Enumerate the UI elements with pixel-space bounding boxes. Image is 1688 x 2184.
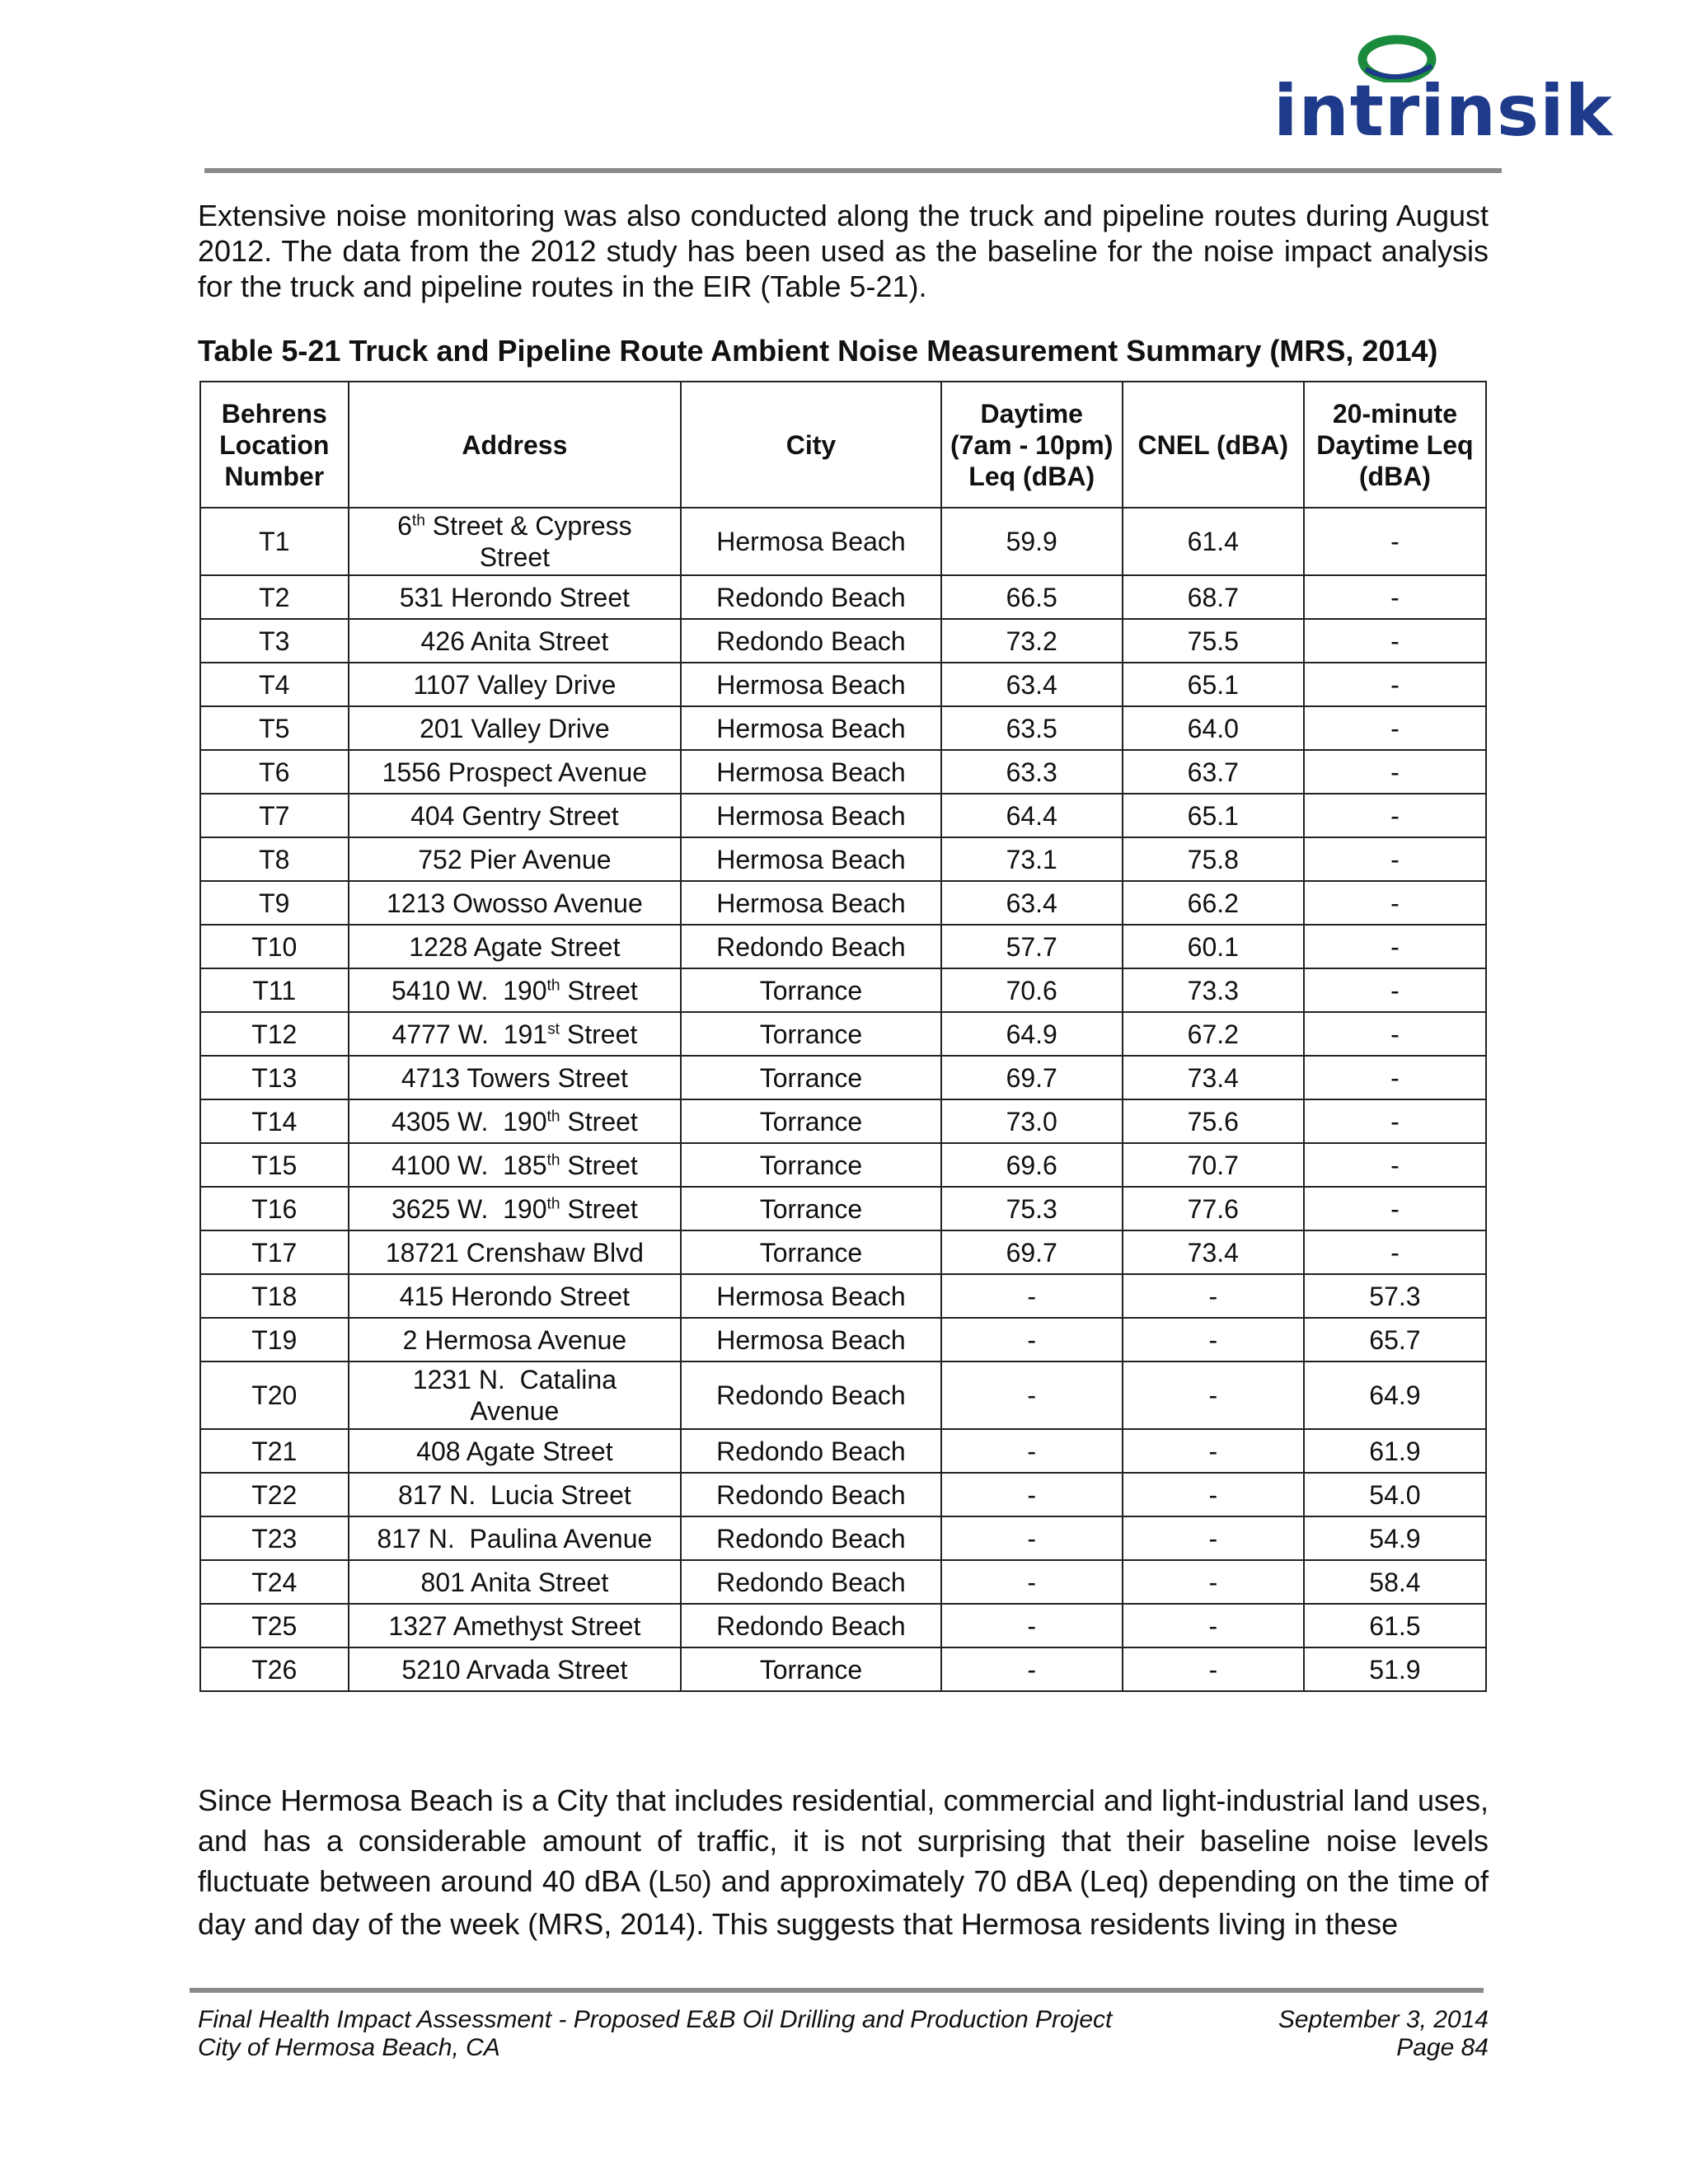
ordinal-suffix: st — [547, 1019, 560, 1038]
cell-location-number: T3 — [200, 619, 349, 663]
cell-20min-leq: - — [1304, 1230, 1486, 1274]
cell-location-number: T5 — [200, 706, 349, 750]
cell-daytime-leq: 75.3 — [941, 1187, 1123, 1230]
address-text: 4777 W. 191 — [392, 1019, 548, 1049]
cell-address: 2 Hermosa Avenue — [349, 1318, 682, 1361]
col-header-daytime-leq: Daytime (7am - 10pm) Leq (dBA) — [941, 382, 1123, 508]
cell-cnel: 75.8 — [1123, 837, 1304, 881]
table-row — [200, 1647, 1486, 1691]
discussion-text-start: Since Hermosa Beach is a City that includes residential, commercial and light-industrial land uses, and has a considerable amount of traffic, it is not surprising that their baseline noise levels fluctuate between around 40 dBA (L — [198, 1783, 1489, 1898]
cell-address — [349, 1143, 682, 1187]
cell-20min-leq: - — [1304, 1143, 1486, 1187]
cell-location-number: T24 — [200, 1560, 349, 1604]
cell-cnel: 73.4 — [1123, 1056, 1304, 1099]
cell-city: Redondo Beach — [681, 575, 940, 619]
cell-address: 1556 Prospect Avenue — [349, 750, 682, 794]
cell-location-number: T20 — [200, 1361, 349, 1429]
cell-cnel: - — [1123, 1560, 1304, 1604]
discussion-text-end: ) and approximately 70 dBA (Leq) depending on the time of day and day of the week (MRS, 2014). This suggests that Hermosa residents living in these — [198, 1864, 1489, 1941]
table-row — [200, 1560, 1486, 1604]
cell-location-number: T9 — [200, 881, 349, 925]
cell-cnel: 75.5 — [1123, 619, 1304, 663]
cell-location-number: T17 — [200, 1230, 349, 1274]
cell-cnel: 65.1 — [1123, 794, 1304, 837]
table-row — [200, 794, 1486, 837]
cell-address: 801 Anita Street — [349, 1560, 682, 1604]
cell-location-number: T14 — [200, 1099, 349, 1143]
table-row — [200, 508, 1486, 575]
cell-daytime-leq: 63.4 — [941, 663, 1123, 706]
cell-address — [349, 968, 682, 1012]
address-text: 4100 W. 185 — [391, 1150, 547, 1180]
address-text: 5410 W. 190 — [391, 975, 547, 1005]
table-row — [200, 1056, 1486, 1099]
cell-city: Redondo Beach — [681, 1473, 940, 1516]
cell-20min-leq: - — [1304, 1187, 1486, 1230]
cell-20min-leq: - — [1304, 1012, 1486, 1056]
cell-location-number: T7 — [200, 794, 349, 837]
cell-20min-leq: - — [1304, 750, 1486, 794]
cell-city: Torrance — [681, 1012, 940, 1056]
footer-divider — [190, 1988, 1484, 1993]
cell-cnel: 75.6 — [1123, 1099, 1304, 1143]
col-header-city: City — [681, 382, 940, 508]
cell-daytime-leq: 73.1 — [941, 837, 1123, 881]
cell-city: Redondo Beach — [681, 619, 940, 663]
cell-location-number: T13 — [200, 1056, 349, 1099]
cell-daytime-leq: 69.6 — [941, 1143, 1123, 1187]
cell-daytime-leq: - — [941, 1604, 1123, 1647]
cell-address: 752 Pier Avenue — [349, 837, 682, 881]
cell-daytime-leq: 70.6 — [941, 968, 1123, 1012]
cell-daytime-leq: - — [941, 1473, 1123, 1516]
cell-cnel: 73.3 — [1123, 968, 1304, 1012]
table-row — [200, 619, 1486, 663]
table-row — [200, 1318, 1486, 1361]
cell-city: Hermosa Beach — [681, 750, 940, 794]
cell-address — [349, 1012, 682, 1056]
cell-city: Redondo Beach — [681, 925, 940, 968]
cell-location-number: T11 — [200, 968, 349, 1012]
col-header-location: Behrens Location Number — [200, 382, 349, 508]
cell-cnel: - — [1123, 1318, 1304, 1361]
cell-city: Hermosa Beach — [681, 663, 940, 706]
cell-location-number: T18 — [200, 1274, 349, 1318]
address-text: Street — [560, 1019, 638, 1049]
cell-20min-leq: 61.5 — [1304, 1604, 1486, 1647]
cell-20min-leq: - — [1304, 706, 1486, 750]
cell-address: 4713 Towers Street — [349, 1056, 682, 1099]
table-row — [200, 1187, 1486, 1230]
cell-daytime-leq: - — [941, 1318, 1123, 1361]
cell-daytime-leq: - — [941, 1361, 1123, 1429]
cell-20min-leq: - — [1304, 1056, 1486, 1099]
table-row — [200, 575, 1486, 619]
address-text: Street — [560, 1193, 638, 1224]
table-row — [200, 706, 1486, 750]
cell-cnel: - — [1123, 1516, 1304, 1560]
cell-cnel: 63.7 — [1123, 750, 1304, 794]
cell-cnel: 70.7 — [1123, 1143, 1304, 1187]
cell-location-number: T25 — [200, 1604, 349, 1647]
cell-daytime-leq: 66.5 — [941, 575, 1123, 619]
cell-city: Redondo Beach — [681, 1361, 940, 1429]
cell-daytime-leq: - — [941, 1274, 1123, 1318]
table-row — [200, 881, 1486, 925]
l50-subscript: 50 — [674, 1870, 702, 1897]
table-row — [200, 1361, 1486, 1429]
col-header-20min-leq: 20-minute Daytime Leq (dBA) — [1304, 382, 1486, 508]
cell-daytime-leq: - — [941, 1516, 1123, 1560]
noise-measurement-table — [199, 381, 1487, 1692]
cell-location-number: T21 — [200, 1429, 349, 1473]
cell-cnel: - — [1123, 1274, 1304, 1318]
cell-location-number: T23 — [200, 1516, 349, 1560]
cell-20min-leq: - — [1304, 619, 1486, 663]
table-header-row — [200, 382, 1486, 508]
footer-page-number: Page 84 — [1396, 2034, 1489, 2061]
col-header-address: Address — [349, 382, 682, 508]
cell-20min-leq: - — [1304, 1099, 1486, 1143]
table-row — [200, 925, 1486, 968]
cell-city: Redondo Beach — [681, 1604, 940, 1647]
cell-20min-leq: - — [1304, 881, 1486, 925]
cell-address: 1228 Agate Street — [349, 925, 682, 968]
cell-city: Torrance — [681, 1099, 940, 1143]
cell-20min-leq: 64.9 — [1304, 1361, 1486, 1429]
cell-address: 404 Gentry Street — [349, 794, 682, 837]
cell-address: 1213 Owosso Avenue — [349, 881, 682, 925]
cell-city: Hermosa Beach — [681, 837, 940, 881]
cell-city: Hermosa Beach — [681, 794, 940, 837]
cell-location-number: T19 — [200, 1318, 349, 1361]
address-text: 6 — [397, 511, 412, 541]
table-row — [200, 837, 1486, 881]
cell-daytime-leq: - — [941, 1647, 1123, 1691]
cell-address: 5210 Arvada Street — [349, 1647, 682, 1691]
cell-cnel: 67.2 — [1123, 1012, 1304, 1056]
cell-20min-leq: - — [1304, 663, 1486, 706]
address-text: Street — [560, 1106, 638, 1137]
table-row — [200, 1516, 1486, 1560]
address-text: 4305 W. 190 — [391, 1106, 547, 1137]
cell-address: 426 Anita Street — [349, 619, 682, 663]
cell-20min-leq: 51.9 — [1304, 1647, 1486, 1691]
cell-20min-leq: 65.7 — [1304, 1318, 1486, 1361]
footer-line-1 — [198, 2006, 1489, 2034]
cell-20min-leq: - — [1304, 508, 1486, 575]
cell-location-number: T15 — [200, 1143, 349, 1187]
cell-city: Hermosa Beach — [681, 1318, 940, 1361]
cell-20min-leq: 58.4 — [1304, 1560, 1486, 1604]
table-row — [200, 968, 1486, 1012]
cell-city: Torrance — [681, 1056, 940, 1099]
cell-city: Hermosa Beach — [681, 1274, 940, 1318]
cell-address: 817 N. Paulina Avenue — [349, 1516, 682, 1560]
cell-20min-leq: 57.3 — [1304, 1274, 1486, 1318]
table-row — [200, 1473, 1486, 1516]
cell-daytime-leq: 59.9 — [941, 508, 1123, 575]
cell-20min-leq: 54.9 — [1304, 1516, 1486, 1560]
cell-cnel: - — [1123, 1604, 1304, 1647]
address-text: Street — [560, 975, 638, 1005]
cell-cnel: 66.2 — [1123, 881, 1304, 925]
address-text: 3625 W. 190 — [391, 1193, 547, 1224]
cell-address: 1107 Valley Drive — [349, 663, 682, 706]
address-text: Street & Cypress Street — [424, 511, 640, 572]
table-row — [200, 1230, 1486, 1274]
cell-location-number: T26 — [200, 1647, 349, 1691]
intro-paragraph: Extensive noise monitoring was also conducted along the truck and pipeline routes during August 2012. The data from the 2012 study has been used as the baseline for the noise impact analysis for the truck and pipeline routes in the EIR (Table 5-21). — [198, 199, 1489, 303]
ordinal-suffix: th — [546, 1194, 560, 1212]
cell-location-number: T4 — [200, 663, 349, 706]
cell-city: Redondo Beach — [681, 1429, 940, 1473]
table-caption: Table 5-21 Truck and Pipeline Route Ambient Noise Measurement Summary (MRS, 2014) — [198, 334, 1438, 368]
cell-address: 1231 N. Catalina Avenue — [349, 1361, 682, 1429]
cell-daytime-leq: 57.7 — [941, 925, 1123, 968]
cell-cnel: 68.7 — [1123, 575, 1304, 619]
table-row — [200, 1012, 1486, 1056]
table-row — [200, 1604, 1486, 1647]
cell-address — [349, 1099, 682, 1143]
cell-city: Torrance — [681, 1187, 940, 1230]
cell-daytime-leq: 63.5 — [941, 706, 1123, 750]
cell-location-number: T10 — [200, 925, 349, 968]
address-text: Street — [560, 1150, 638, 1180]
cell-city: Hermosa Beach — [681, 706, 940, 750]
cell-daytime-leq: - — [941, 1560, 1123, 1604]
ordinal-suffix: th — [546, 1107, 560, 1125]
header-divider — [204, 168, 1502, 173]
cell-20min-leq: - — [1304, 837, 1486, 881]
cell-city: Hermosa Beach — [681, 881, 940, 925]
cell-cnel: 77.6 — [1123, 1187, 1304, 1230]
cell-daytime-leq: 69.7 — [941, 1056, 1123, 1099]
cell-daytime-leq: 69.7 — [941, 1230, 1123, 1274]
cell-cnel: 61.4 — [1123, 508, 1304, 575]
cell-cnel: - — [1123, 1429, 1304, 1473]
cell-daytime-leq: 64.4 — [941, 794, 1123, 837]
cell-20min-leq: - — [1304, 575, 1486, 619]
cell-daytime-leq: 73.0 — [941, 1099, 1123, 1143]
cell-city: Torrance — [681, 1143, 940, 1187]
cell-address — [349, 508, 682, 575]
footer-location: City of Hermosa Beach, CA — [198, 2034, 500, 2061]
cell-address: 18721 Crenshaw Blvd — [349, 1230, 682, 1274]
cell-20min-leq: 54.0 — [1304, 1473, 1486, 1516]
cell-city: Redondo Beach — [681, 1516, 940, 1560]
cell-daytime-leq: 63.3 — [941, 750, 1123, 794]
cell-cnel: - — [1123, 1473, 1304, 1516]
cell-daytime-leq: - — [941, 1429, 1123, 1473]
cell-city: Redondo Beach — [681, 1560, 940, 1604]
cell-address: 408 Agate Street — [349, 1429, 682, 1473]
cell-location-number: T1 — [200, 508, 349, 575]
cell-city: Hermosa Beach — [681, 508, 940, 575]
footer-line-2 — [198, 2034, 1489, 2062]
table-row — [200, 1099, 1486, 1143]
cell-20min-leq: 61.9 — [1304, 1429, 1486, 1473]
discussion-paragraph — [198, 1780, 1489, 1944]
cell-cnel: 73.4 — [1123, 1230, 1304, 1274]
cell-20min-leq: - — [1304, 968, 1486, 1012]
cell-address — [349, 1187, 682, 1230]
cell-location-number: T8 — [200, 837, 349, 881]
cell-location-number: T2 — [200, 575, 349, 619]
footer-document-title: Final Health Impact Assessment - Proposed E&B Oil Drilling and Production Project — [198, 2006, 1113, 2033]
table-row — [200, 1429, 1486, 1473]
table-row — [200, 1274, 1486, 1318]
cell-city: Torrance — [681, 968, 940, 1012]
table-row — [200, 663, 1486, 706]
cell-20min-leq: - — [1304, 794, 1486, 837]
ordinal-suffix: th — [411, 512, 425, 530]
intrinsik-logo — [1273, 33, 1613, 152]
cell-address: 415 Herondo Street — [349, 1274, 682, 1318]
cell-city: Torrance — [681, 1230, 940, 1274]
cell-location-number: T6 — [200, 750, 349, 794]
cell-location-number: T22 — [200, 1473, 349, 1516]
cell-daytime-leq: 73.2 — [941, 619, 1123, 663]
footer-date: September 3, 2014 — [1278, 2006, 1489, 2033]
cell-cnel: - — [1123, 1647, 1304, 1691]
cell-cnel: 60.1 — [1123, 925, 1304, 968]
ordinal-suffix: th — [546, 1151, 560, 1169]
cell-location-number: T16 — [200, 1187, 349, 1230]
col-header-cnel: CNEL (dBA) — [1123, 382, 1304, 508]
cell-daytime-leq: 64.9 — [941, 1012, 1123, 1056]
cell-address: 817 N. Lucia Street — [349, 1473, 682, 1516]
cell-address: 201 Valley Drive — [349, 706, 682, 750]
ordinal-suffix: th — [546, 976, 560, 994]
cell-address: 1327 Amethyst Street — [349, 1604, 682, 1647]
table-row — [200, 750, 1486, 794]
cell-20min-leq: - — [1304, 925, 1486, 968]
cell-city: Torrance — [681, 1647, 940, 1691]
cell-cnel: 65.1 — [1123, 663, 1304, 706]
cell-cnel: - — [1123, 1361, 1304, 1429]
logo-text: intrinsik — [1273, 70, 1613, 152]
cell-cnel: 64.0 — [1123, 706, 1304, 750]
cell-daytime-leq: 63.4 — [941, 881, 1123, 925]
cell-address: 531 Herondo Street — [349, 575, 682, 619]
cell-location-number: T12 — [200, 1012, 349, 1056]
table-row — [200, 1143, 1486, 1187]
